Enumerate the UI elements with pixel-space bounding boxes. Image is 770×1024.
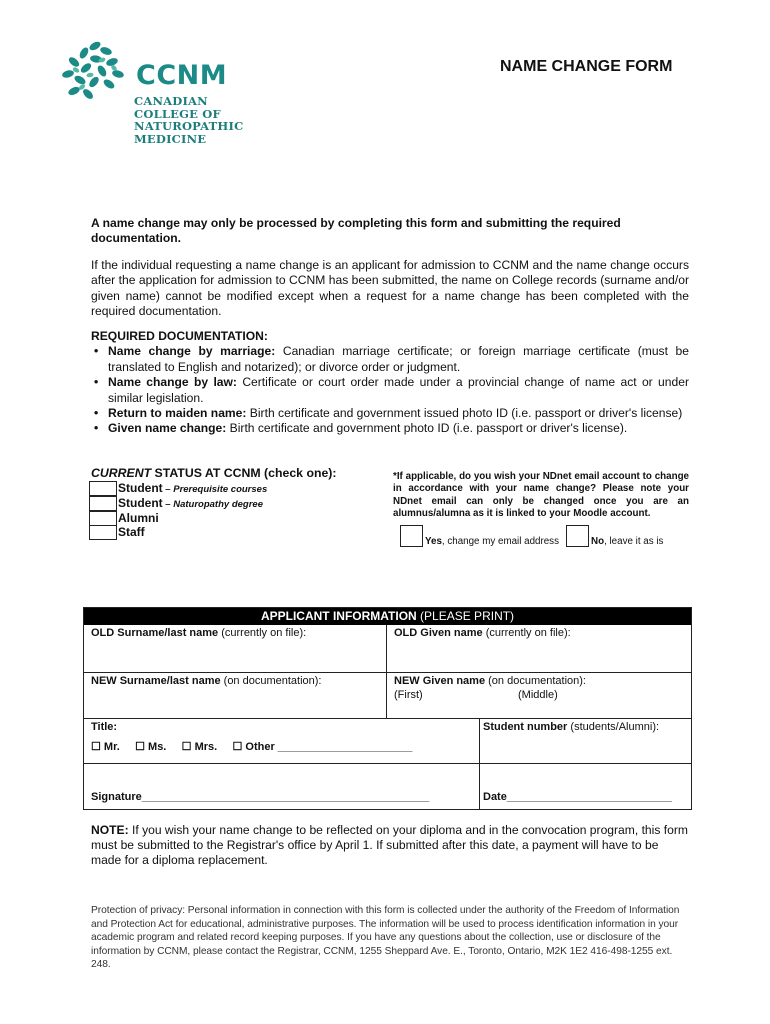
table-header <box>84 608 691 625</box>
title-option-other[interactable]: ☐ Other ______________________ <box>232 741 413 753</box>
status-heading <box>91 466 337 480</box>
ndnet-yes-option[interactable] <box>400 525 559 547</box>
form-title: NAME CHANGE FORM <box>500 58 673 75</box>
table-divider <box>84 672 691 673</box>
status-option[interactable] <box>89 511 159 525</box>
status-option-label: Student <box>118 481 163 495</box>
logo-subtitle-line: MEDICINE <box>134 131 207 146</box>
logo-subtitle-line: COLLEGE OF <box>134 106 221 121</box>
new-given-hint: (on documentation): <box>485 675 586 687</box>
required-heading: REQUIRED DOCUMENTATION: <box>91 329 268 343</box>
status-option-note: – Naturopathy degree <box>162 499 263 510</box>
status-option[interactable] <box>89 481 267 495</box>
required-item-label: Name change by marriage: <box>108 344 276 359</box>
old-surname-field[interactable] <box>91 626 306 640</box>
status-heading-current: CURRENT <box>91 466 152 480</box>
ndnet-yes-text: , change my email address <box>441 536 559 547</box>
table-divider <box>84 718 691 719</box>
intro-bold: A name change may only be processed by completing this form and submitting the required documentation. <box>91 216 621 246</box>
ndnet-no-option[interactable] <box>566 525 663 547</box>
status-option-label: Student <box>118 496 163 510</box>
required-item <box>91 344 689 375</box>
title-option-mrs[interactable]: ☐ Mrs. <box>181 741 218 753</box>
leaf-cluster-icon <box>62 40 134 102</box>
ndnet-no-text: , leave it as is <box>604 536 664 547</box>
required-item-label: Return to maiden name: <box>108 406 247 421</box>
required-item <box>91 421 689 436</box>
table-divider <box>84 763 691 764</box>
table-divider <box>479 763 480 810</box>
status-checkbox[interactable] <box>89 525 117 540</box>
status-option[interactable] <box>89 525 145 539</box>
old-given-field[interactable] <box>394 626 571 640</box>
date-field[interactable]: Date___________________________ <box>483 791 673 803</box>
required-item <box>91 406 689 421</box>
ndnet-no-checkbox[interactable] <box>566 525 589 547</box>
logo-subtitle-line: CANADIAN <box>134 94 208 108</box>
required-item-text: Canadian marriage certificate; or foreign marriage certificate (must be translated to English and notarized); or divorce order or judgment. <box>108 344 689 374</box>
logo-wordmark: CCNM <box>136 60 228 91</box>
new-surname-hint: (on documentation): <box>220 675 322 687</box>
ndnet-yes-checkbox[interactable] <box>400 525 423 547</box>
old-given-label: OLD Given name <box>394 627 483 639</box>
table-divider <box>479 718 480 763</box>
new-surname-field[interactable] <box>91 674 321 688</box>
required-item-text: Birth certificate and government photo ID (i.e. passport or driver's license). <box>226 421 628 436</box>
ccnm-logo <box>62 40 242 150</box>
logo-subtitle-line: NATUROPATHIC <box>134 119 244 133</box>
logo-subtitle <box>134 95 243 145</box>
ndnet-no-label: No <box>591 536 605 547</box>
status-option-label: Staff <box>118 525 145 539</box>
status-option-note: – Prerequisite courses <box>162 484 268 495</box>
old-given-hint: (currently on file): <box>482 627 571 639</box>
diploma-note <box>91 823 691 869</box>
title-options <box>91 740 412 754</box>
new-given-label: NEW Given name <box>394 675 486 687</box>
student-number-field[interactable] <box>483 720 659 734</box>
ndnet-question: *If applicable, do you wish your NDnet email account to change in accordance with your name change? Please note your NDnet email can only be changed once you are an alumnus/alumna as it is linked to your Moodle account. <box>393 471 689 519</box>
old-surname-hint: (currently on file): <box>218 627 307 639</box>
ndnet-yes-label: Yes <box>425 536 442 547</box>
student-number-hint: (students/Alumni): <box>567 721 660 733</box>
signature-field[interactable]: Signature_______________________________________________ <box>91 791 430 803</box>
required-item-label: Name change by law: <box>108 375 237 390</box>
note-text: If you wish your name change to be reflected on your diploma and in the convocation program, this form must be submitted to the Registrar's office by April 1. If submitted after this date, a payment will have to be made for a diploma replacement. <box>91 823 688 868</box>
table-header-rest: (PLEASE PRINT) <box>416 609 515 623</box>
applicant-info-table <box>83 607 692 810</box>
status-heading-rest: STATUS AT CCNM (check one): <box>151 466 337 480</box>
middle-name-hint: (Middle) <box>518 689 558 701</box>
status-checkbox[interactable] <box>89 496 117 511</box>
required-item <box>91 375 689 406</box>
required-item-label: Given name change: <box>108 421 227 436</box>
title-option-mr[interactable]: ☐ Mr. <box>91 741 120 753</box>
table-header-bold: APPLICANT INFORMATION <box>260 609 417 623</box>
intro-text: If the individual requesting a name change is an applicant for admission to CCNM and the name change occurs after the application for admission to CCNM has been submitted, the name on College records (surname and/or given name) cannot be modified except when a request for a name change has been completed with the required documentation. <box>91 258 689 319</box>
new-given-field[interactable] <box>394 674 586 688</box>
required-documentation <box>91 329 689 437</box>
first-name-hint: (First) <box>394 689 423 701</box>
status-checkbox[interactable] <box>89 481 117 496</box>
privacy-statement: Protection of privacy: Personal information in connection with this form is collected under the authority of the Freedom of Information and Protection Act for educational, administrative purposes. The information will be used to process identification information in your academic program and related record keeping purposes. If you have any questions about the collection, use or disclosure of the information by CCNM, please contact the Registrar, CCNM, 1255 Sheppard Ave. E., Toronto, Ontario, M2K 1E2 416-498-1255 ext. 248. <box>91 905 680 971</box>
title-option-ms[interactable]: ☐ Ms. <box>135 741 167 753</box>
old-surname-label: OLD Surname/last name <box>91 627 219 639</box>
new-surname-label: NEW Surname/last name <box>91 675 221 687</box>
status-option[interactable] <box>89 496 263 510</box>
note-label: NOTE: <box>91 823 129 837</box>
student-number-label: Student number <box>483 721 568 733</box>
required-item-text: Certificate or court order made under a provincial change of name act or under similar legislation. <box>108 375 689 405</box>
status-option-label: Alumni <box>118 511 159 525</box>
title-label: Title: <box>91 721 118 733</box>
required-item-text: Birth certificate and government issued photo ID (i.e. passport or driver's license) <box>246 406 683 421</box>
